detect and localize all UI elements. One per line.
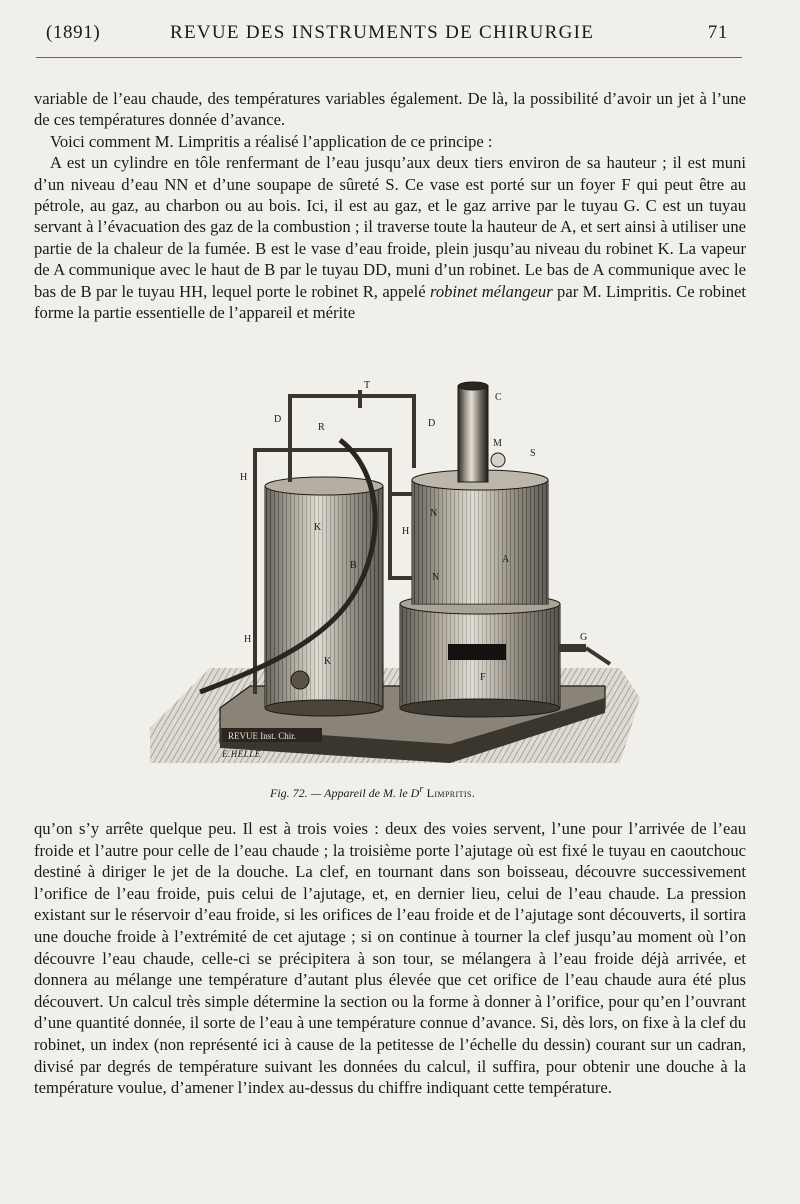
paragraph-4: qu’on s’y arrête quelque peu. Il est à trois voies : deux des voies servent, l’une pour l’arrivée de l’eau froide et l’autre pour celle de l’eau chaude ; la troisième porte l’ajutage où est fixé le tuyau en caoutchouc destiné à diriger le jet de la douche. La clef, en tournant dans son boisseau, découvre successivement l’orifice de l’eau froide, puis celui de l’ajutage, et, en dernier lieu, celui de l’eau chaude. La pression existant sur le réservoir d’eau froide, si les orifices de l’eau froide et de l’ajutage sont découverts, il sortira une douche froide à l’extrémité de cet ajutage ; si on continue à tourner la clef jusqu’au moment où l’on découvre l’eau chaude, celle-ci se précipitera à son tour, se mélangera à l’eau froide déjà arrivée, et donnera au mélange une température d’autant plus élevée que cet orifice de l’eau chaude aura été plus découvert. Un calcul très simple détermine la section ou la forme à donner à l’orifice, pour qu’en l’ouvrant d’une quantité donnée, il sorte de l’eau à une température connue d’avance. Si, dès lors, on fixe à la clef du robinet, un index (non représenté ici à cause de la petitesse de l’échelle du dessin) courant sur un cadran, divisé par degrés de température suivant les données du calcul, il suffira, pour obtenir une douche à la température voulue, d’amener l’index au-dessus du chiffre indiquant cette température. (34, 819, 746, 1098)
bottom-text-block (34, 818, 746, 1099)
gas-tap-g (558, 644, 610, 664)
paragraph-3-body: A est un cylindre en tôle renfermant de l’eau jusqu’aux deux tiers environ de sa hauteur ; il est muni d’un niveau d’eau NN et d’une soupape de sûreté S. Ce vase est porté sur un foyer F qui peut être au pétrole, au gaz, au charbon ou au bois. Ici, il est au gaz, et le gaz arrive par le tuyau G. C est un tuyau servant à l’évacuation des gaz de la combustion ; il traverse toute la hauteur de A, et sert ainsi à utiliser une partie de la chaleur de la fumée. B est le vase d’eau froide, plein jusqu’au niveau du robinet K. La vapeur de A communique avec le haut de B par le tuyau DD, muni d’un robinet. Le bas de A communique avec le bas de B par le tuyau HH, lequel porte le robinet R, appelé (34, 153, 746, 301)
engraver-signature: E.HELLE (222, 749, 261, 759)
label-k-bottom: K (324, 656, 332, 667)
label-d-left: D (274, 414, 282, 425)
plate-text: REVUE Inst. Chir. (228, 731, 297, 741)
paragraph-1: variable de l’eau chaude, des températures variables également. De là, la possibilité d’avoir un jet à l’une de ces températures donnée d’avance. (34, 89, 746, 130)
paragraph-3-tail: par M. Limpritis. Ce robinet forme la partie essentielle de l’appareil et mérite (34, 281, 746, 323)
paragraph-2: Voici comment M. Limpritis a réalisé l’application de ce principe : (50, 131, 493, 151)
apparatus-engraving (150, 368, 640, 778)
label-a: A (502, 554, 510, 565)
label-h-top: H (240, 472, 248, 483)
label-c: C (495, 392, 502, 403)
furnace-f (400, 594, 560, 717)
label-s: S (530, 448, 536, 459)
label-r: R (318, 422, 325, 433)
figure-caption (270, 784, 600, 801)
caption-fig: Fig. 72. (270, 786, 308, 800)
header-year: (1891) (46, 22, 101, 43)
caption-sup: r (419, 784, 424, 795)
label-m: M (493, 438, 502, 449)
label-d-right: D (428, 418, 436, 429)
label-n-bottom: N (432, 572, 440, 583)
cylinder-b (265, 477, 383, 716)
chimney-c (458, 382, 488, 482)
cylinder-a (412, 470, 548, 604)
label-h-mid: H (402, 526, 410, 537)
header-title: REVUE DES INSTRUMENTS DE CHIRURGIE (170, 22, 595, 43)
header-rule (36, 57, 742, 58)
label-t: T (364, 380, 371, 391)
label-k: K (314, 522, 322, 533)
running-header (40, 22, 740, 50)
top-text-block (34, 88, 746, 323)
label-n-top: N (430, 508, 438, 519)
label-g: G (580, 632, 588, 643)
paragraph-3 (34, 152, 746, 323)
robinet-melangeur-term: robinet mélangeur (430, 281, 553, 301)
caption-text: — Appareil de M. le D (307, 786, 420, 800)
label-f: F (480, 672, 486, 683)
caption-name: Limpritis. (423, 786, 476, 800)
label-b: B (350, 560, 357, 571)
label-h-bottom: H (244, 634, 252, 645)
gauge-m (491, 453, 505, 467)
page-number: 71 (707, 22, 728, 43)
